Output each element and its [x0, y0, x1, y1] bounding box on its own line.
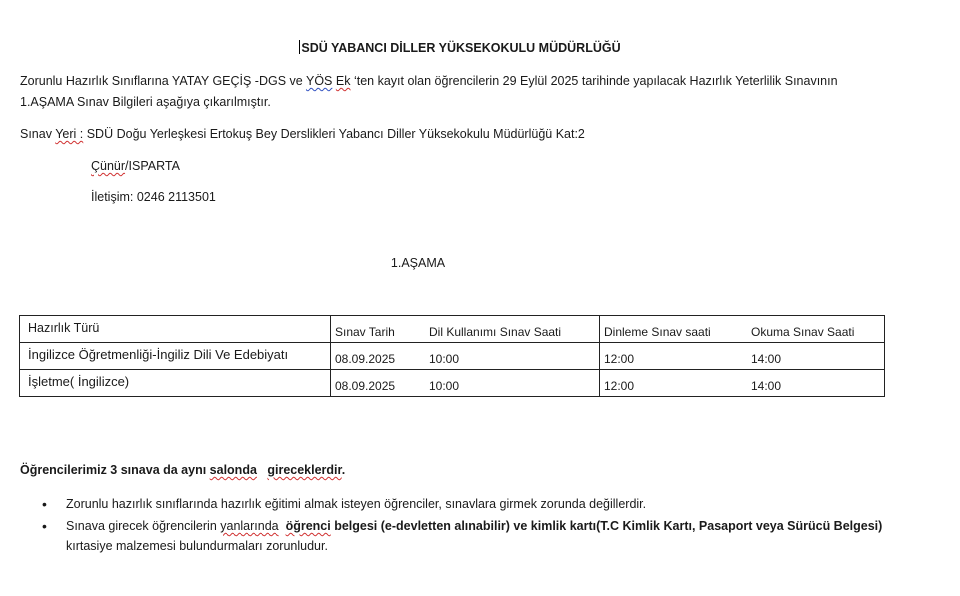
- header-usage-time: Dil Kullanımı Sınav Saati: [429, 325, 562, 339]
- table-row: [20, 343, 885, 370]
- document-title: SDÜ YABANCI DİLLER YÜKSEKOKULU MÜDÜRLÜĞÜ: [301, 41, 621, 55]
- header-cell-type: Hazırlık Türü: [20, 316, 331, 343]
- row-1-date-usage: [331, 343, 600, 370]
- intro-line-1: Zorunlu Hazırlık Sınıflarına YATAY GEÇİŞ -DGS ve YÖS Ek ‘ten kayıt olan öğrencilerin 29 Eylül 2025 tarihinde yapılacak Hazırlık Yeterlilik Sınavının: [20, 74, 838, 88]
- bullet-ogrenci: öğrenci: [285, 519, 331, 533]
- bullet-yanlarinda: yanlarında: [220, 519, 279, 533]
- list-item: • Zorunlu hazırlık sınıflarında hazırlık eğitimi almak isteyen öğrenciler, sınavlara girmek zorunda değillerdir.: [42, 494, 922, 514]
- notice-salonda: salonda: [209, 463, 257, 477]
- table-header-row: [20, 316, 885, 343]
- table-row: [20, 370, 885, 397]
- list-item: • Sınava girecek öğrencilerin yanlarında öğrenci belgesi (e-devletten alınabilir) ve kimlik kartı(T.C Kimlik Kartı, Pasaport veya Sürücü Belgesi) kırtasiye malzemesi bulundurmaları zorunludur.: [42, 516, 922, 556]
- address-line: Çünür/ISPARTA: [91, 159, 180, 173]
- row-1-listening-time: 12:00: [604, 352, 635, 366]
- stage-label: 1.AŞAMA: [390, 256, 446, 270]
- row-2-date: 08.09.2025: [335, 379, 396, 393]
- row-1-type: İngilizce Öğretmenliği-İngiliz Dili Ve Edebiyatı: [20, 343, 331, 370]
- notice-text: Öğrencilerimiz 3 sınava da aynı salonda gireceklerdir.: [20, 463, 346, 477]
- contact-line: İletişim: 0246 2113501: [91, 190, 216, 204]
- row-1-reading-time: 14:00: [751, 352, 782, 366]
- row-1-usage-time: 10:00: [429, 352, 460, 366]
- exam-location: Sınav Yeri : SDÜ Doğu Yerleşkesi Ertokuş Bey Derslikleri Yabancı Diller Yüksekokulu Müdürlüğü Kat:2: [20, 127, 585, 141]
- header-cell-date-usage: [331, 316, 600, 343]
- row-1-listening-reading: [600, 343, 885, 370]
- address-cunur: Çünür: [91, 159, 126, 173]
- location-yeri: Yeri :: [55, 127, 84, 141]
- row-1-date: 08.09.2025: [335, 352, 396, 366]
- notice-gireceklerdir: gireceklerdir: [267, 463, 342, 477]
- row-2-reading-time: 14:00: [751, 379, 782, 393]
- header-reading-time: Okuma Sınav Saati: [751, 325, 855, 339]
- ek-word: Ek: [335, 74, 351, 88]
- intro-line-2: 1.AŞAMA Sınav Bilgileri aşağıya çıkarılmıştır.: [20, 95, 271, 109]
- header-date: Sınav Tarih: [335, 325, 395, 339]
- bullet-list: [42, 494, 922, 558]
- yos-word: YÖS: [305, 74, 333, 88]
- row-2-listening-time: 12:00: [604, 379, 635, 393]
- row-2-date-usage: [331, 370, 600, 397]
- exam-schedule-table: [19, 315, 885, 397]
- header-cell-listening-reading: [600, 316, 885, 343]
- row-2-usage-time: 10:00: [429, 379, 460, 393]
- row-2-listening-reading: [600, 370, 885, 397]
- header-listening-time: Dinleme Sınav saati: [604, 325, 711, 339]
- row-2-type: İşletme( İngilizce): [20, 370, 331, 397]
